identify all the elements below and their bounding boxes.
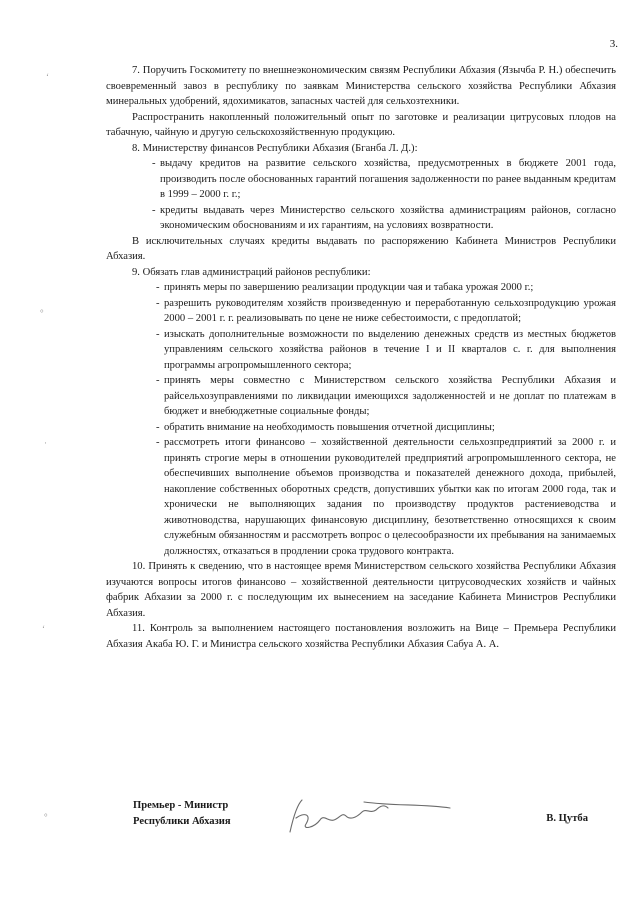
margin-mark: ° [40, 308, 44, 318]
list-item: - обратить внимание на необходимость повышения отчетной дисциплины; [156, 420, 616, 436]
margin-mark: ‘ [42, 624, 45, 634]
item8-exceptional: В исключительных случаях кредиты выдавать по распоряжению Кабинета Министров Республики Абхазия. [106, 235, 616, 262]
list-item: - разрешить руководителям хозяйств произведенную и переработанную сельхозпродукцию урожая 2000 – 2001 г. г. реализовывать по цене не ниже себестоимости, с предоплатой; [156, 296, 616, 327]
item11-paragraph: 11. Контроль за выполнением настоящего постановления возложить на Вице – Премьера Республики Абхазия Акаба Ю. Г. и Министра сельского хозяйства Республики Абхазия Сабуа А. А. [106, 623, 616, 650]
list-item: - рассмотреть итоги финансово – хозяйственной деятельности сельхозпредприятий за 2000 г. и принять строгие меры в отношении руководителей предприятий агропромышленного сектора, не обеспечивших выполнение объемов производства и показателей денежного дохода, прибылей, накопление собственных оборотных средств, допустивших убытки как по итогам 2000 года, так и хронически не выполняющих задания по производству продуктов растениеводства и животноводства, нарушающих финансовую дисциплину, безответственно относящихся к своим служебным обязанностям и рассмотреть вопрос о целесообразности их пребывания на занимаемых должностях, отказаться в продлении срока трудового контракта. [156, 435, 616, 559]
list-item: - выдачу кредитов на развитие сельского хозяйства, предусмотренных в бюджете 2001 года, производить после обоснованных гарантий погашения задолженности по ранее выданным кредитам в 1999 – 2000 г. г.; [152, 156, 616, 203]
margin-mark: ‘ [46, 72, 49, 82]
signatory-name: В. Цутба [546, 813, 588, 824]
item8-list [106, 156, 616, 234]
item9-intro: 9. Обязать глав администраций районов республики: [132, 266, 371, 278]
list-item: - изыскать дополнительные возможности по выделению денежных средств из местных бюджетов управлениям сельского хозяйства районов в течение I и II кварталов с. г. для выполнения программы агропромышленного сектора; [156, 327, 616, 374]
item10-paragraph: 10. Принять к сведению, что в настоящее время Министерством сельского хозяйства Республики Абхазия изучаются вопросы итогов финансово – хозяйственной деятельности цитрусоводческих хозяйств и чайных фабрик Абхазии за 2000 г. с последующим их вынесением на заседание Кабинета Министров Республики Абхазия. [106, 561, 616, 619]
item7-paragraph: 7. Поручить Госкомитету по внешнеэкономическим связям Республики Абхазия (Язычба Р. Н.) обеспечить своевременный завоз в республику по заявкам Министерства сельского хозяйства Республики Абхазия минеральных удобрений, ядохимикатов, запасных частей для сельхозтехники. [106, 65, 616, 107]
signatory-title-line2: Республики Абхазия [133, 815, 231, 827]
margin-mark: ° [44, 812, 48, 822]
handwritten-signature [284, 794, 454, 840]
list-item: - принять меры совместно с Министерством сельского хозяйства Республики Абхазия и райсельхозуправлениями по ликвидации имеющихся задолженностей и не доплат по платежам в бюджет и внебюджетные социальные фонды; [156, 373, 616, 420]
margin-mark: · [44, 438, 47, 448]
page-number: 3. [609, 38, 618, 50]
list-item: - кредиты выдавать через Министерство сельского хозяйства администрациям районов, согласно экономическим обоснованиям и их гарантиям, на условиях возвратности. [152, 203, 616, 234]
signatory-title [133, 798, 231, 829]
signatory-title-line1: Премьер - Министр [133, 800, 229, 811]
item9-list [106, 280, 616, 559]
list-item: - принять меры по завершению реализации продукции чая и табака урожая 2000 г.; [156, 280, 616, 296]
document-body [106, 63, 616, 652]
item7-paragraph-2: Распространить накопленный положительный опыт по заготовке и реализации цитрусовых плодов на табачную, чайную и другую сельскохозяйственную продукцию. [106, 111, 616, 138]
item8-intro: 8. Министерству финансов Республики Абхазия (Бганба Л. Д.): [132, 142, 418, 154]
